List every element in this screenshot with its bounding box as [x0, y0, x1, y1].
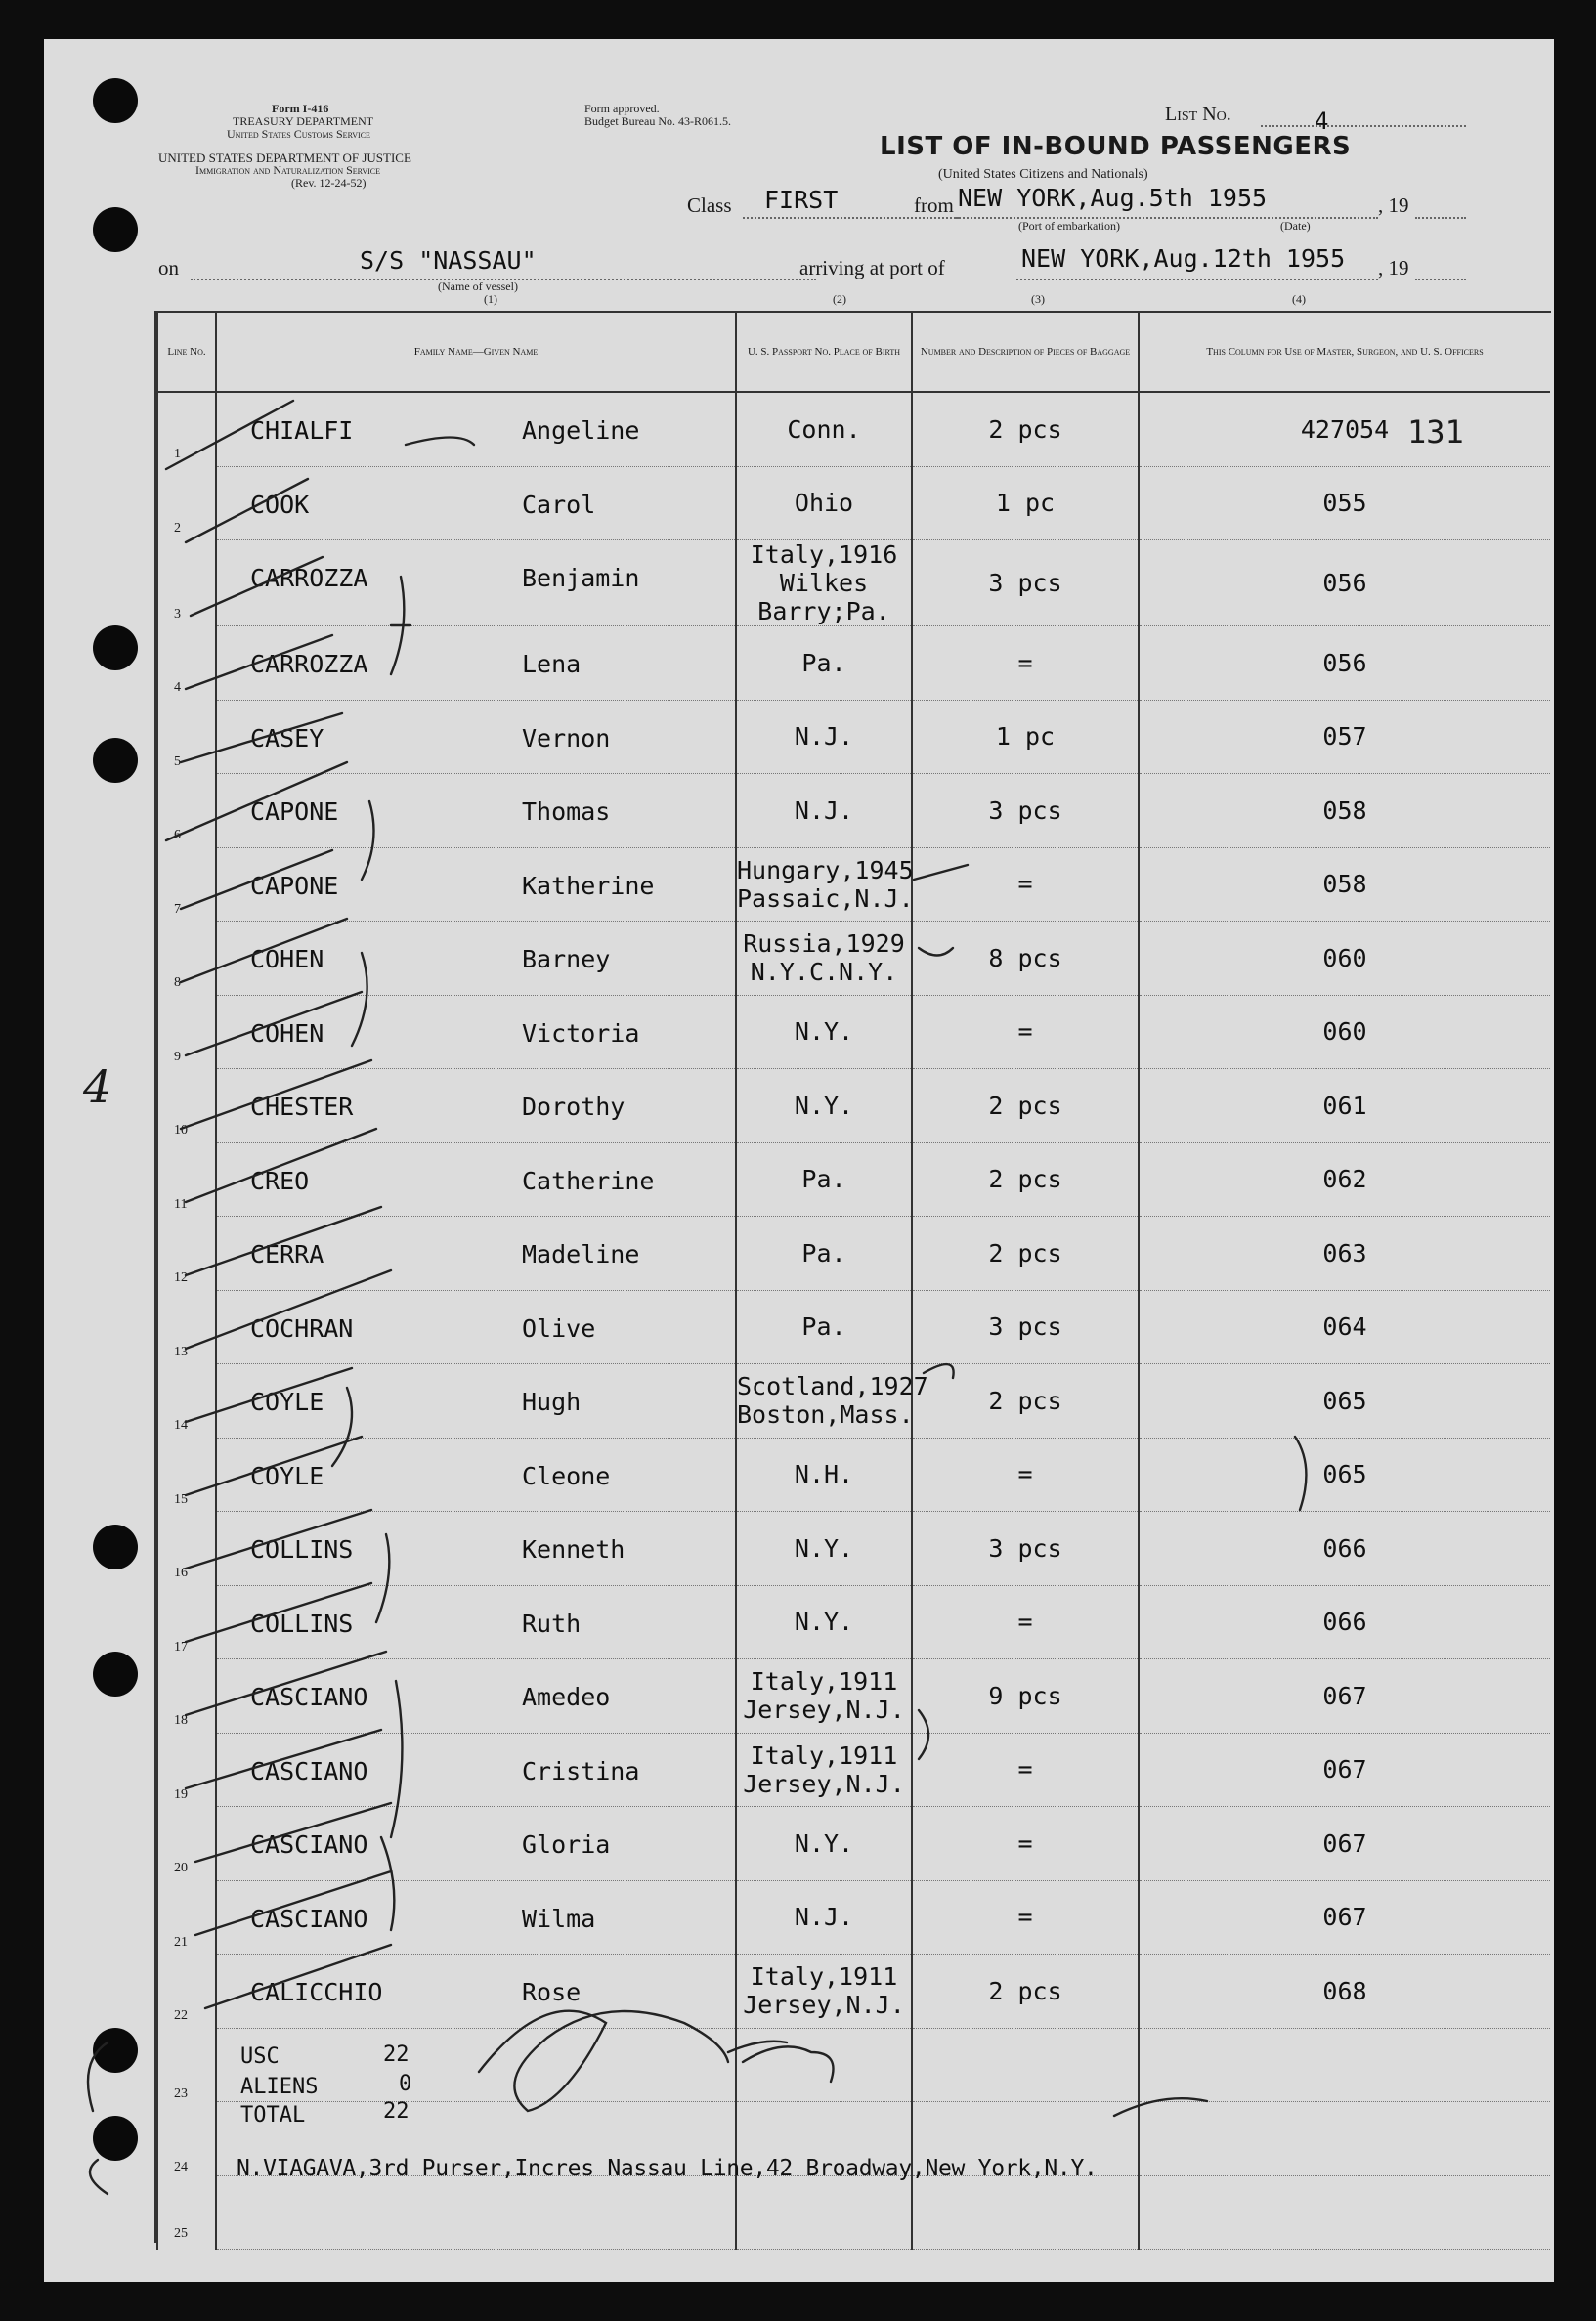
family-name: CHIALFI	[250, 416, 354, 445]
given-name: Gloria	[522, 1830, 611, 1859]
line-number: 21	[157, 1880, 216, 1955]
family-name: COLLINS	[250, 1535, 354, 1564]
family-name: COHEN	[250, 1018, 324, 1048]
binder-hole	[93, 1525, 138, 1569]
on-label: on	[158, 256, 179, 279]
birth-place: Passaic,N.J.	[737, 883, 914, 913]
place-of-birth	[736, 1585, 912, 1659]
col-line-header: Line No.	[157, 313, 216, 392]
baggage-count: 9 pcs	[912, 1659, 1139, 1734]
birth-origin: Scotland,1927	[737, 1372, 928, 1401]
place-of-birth	[736, 1142, 912, 1217]
line-number: 16	[157, 1512, 216, 1586]
given-name: Hugh	[522, 1388, 582, 1416]
date-caption: (Date)	[1280, 219, 1311, 233]
class-label: Class	[687, 193, 732, 217]
given-name: Amedeo	[522, 1683, 611, 1711]
birth-place: Pa.	[801, 1312, 846, 1342]
place-of-birth	[736, 1364, 928, 1439]
baggage-count: =	[912, 995, 1139, 1069]
baggage-count: 2 pcs	[912, 1217, 1139, 1291]
table-row	[157, 1290, 1550, 1364]
binder-hole	[93, 2116, 138, 2161]
passenger-name	[216, 700, 736, 774]
line-number: 9	[157, 995, 216, 1069]
line-number: 17	[157, 1585, 216, 1659]
baggage-count: 3 pcs	[912, 774, 1139, 848]
col-passport-header: U. S. Passport No. Place of Birth	[736, 313, 912, 392]
line-number-25: 25	[174, 2226, 188, 2241]
passenger-name	[216, 1069, 736, 1143]
given-name: Olive	[522, 1313, 596, 1343]
given-name: Kenneth	[522, 1535, 625, 1564]
line-number: 14	[157, 1364, 216, 1439]
col-baggage-header: Number and Description of Pieces of Baggage	[912, 313, 1139, 392]
passenger-name	[216, 1955, 736, 2029]
passenger-name	[216, 626, 736, 701]
year-line-2	[1415, 279, 1466, 280]
line-number: 15	[157, 1438, 216, 1512]
birth-place: N.Y.	[794, 1091, 854, 1120]
treasury-dept: TREASURY DEPARTMENT	[233, 114, 374, 128]
given-name: Cleone	[522, 1461, 611, 1490]
family-name: COYLE	[250, 1461, 324, 1490]
birth-place: Ohio	[794, 489, 854, 518]
officer-number: 065	[1139, 1438, 1550, 1512]
passenger-name	[216, 847, 736, 922]
from-value: NEW YORK,Aug.5th 1955	[958, 184, 1268, 212]
passenger-name	[216, 774, 736, 848]
given-name: Victoria	[522, 1018, 640, 1048]
year-suffix-2: , 19	[1378, 256, 1409, 279]
class-value: FIRST	[764, 186, 839, 214]
given-name: Ruth	[522, 1609, 582, 1638]
baggage-count: 1 pc	[912, 466, 1139, 540]
arriving-label: arriving at port of	[799, 256, 945, 279]
margin-note-131: 131	[1407, 413, 1464, 451]
passenger-name	[216, 1438, 736, 1512]
passenger-name	[216, 1585, 736, 1659]
table-row	[157, 1217, 1550, 1291]
table-row	[157, 1142, 1550, 1217]
place-of-birth	[736, 1290, 912, 1364]
port-embark-caption: (Port of embarkation)	[1018, 219, 1120, 233]
form-approved: Form approved.	[584, 102, 660, 115]
officer-number: 066	[1139, 1512, 1550, 1586]
binder-hole	[93, 2028, 138, 2073]
place-of-birth	[736, 1733, 912, 1807]
given-name: Lena	[522, 650, 582, 678]
place-of-birth	[736, 466, 912, 540]
binder-hole	[93, 738, 138, 783]
line-number: 19	[157, 1733, 216, 1807]
officer-number: 067	[1139, 1659, 1550, 1734]
family-name: CASCIANO	[250, 1683, 368, 1711]
list-no-line	[1261, 125, 1466, 127]
table-row	[157, 1069, 1550, 1143]
officer-number: 067	[1139, 1733, 1550, 1807]
table-row	[157, 626, 1550, 701]
given-name: Catherine	[522, 1166, 655, 1195]
caption-4: (4)	[1292, 292, 1306, 306]
birth-origin: Italy,1911	[750, 1741, 898, 1770]
given-name: Cristina	[522, 1756, 640, 1785]
line-number: 18	[157, 1659, 216, 1734]
family-name: CASEY	[250, 723, 324, 752]
officer-number: 058	[1139, 774, 1550, 848]
place-of-birth	[736, 922, 912, 996]
table-row	[157, 466, 1550, 540]
table-row	[157, 540, 1550, 626]
line-number: 8	[157, 922, 216, 996]
birth-place: N.Y.C.N.Y.	[750, 958, 898, 987]
year-line	[1415, 217, 1466, 219]
col-name-header: Family Name—Given Name	[216, 313, 736, 392]
form-number: Form I-416	[272, 102, 329, 115]
usc-value: 22	[383, 2042, 410, 2067]
passenger-name	[216, 540, 736, 626]
customs-service: United States Customs Service	[227, 127, 370, 141]
binder-hole	[93, 207, 138, 252]
officer-number: 064	[1139, 1290, 1550, 1364]
officer-number: 058	[1139, 847, 1550, 922]
place-of-birth	[736, 1512, 912, 1586]
family-name: CHESTER	[250, 1093, 354, 1121]
officer-number: 060	[1139, 922, 1550, 996]
passenger-name	[216, 995, 736, 1069]
col-officers-header: This Column for Use of Master, Surgeon, and U. S. Officers	[1139, 313, 1550, 392]
table-row	[157, 1438, 1550, 1512]
place-of-birth	[736, 847, 912, 922]
birth-place: N.J.	[794, 1903, 854, 1932]
page-subtitle: (United States Citizens and Nationals)	[938, 167, 1148, 182]
table-row-blank	[157, 2175, 1550, 2250]
from-label: from	[914, 193, 954, 217]
family-name: CASCIANO	[250, 1756, 368, 1785]
baggage-count: 3 pcs	[912, 1290, 1139, 1364]
passenger-name	[216, 1733, 736, 1807]
table-row	[157, 847, 1550, 922]
vessel-caption: (Name of vessel)	[438, 279, 518, 293]
line-number: 13	[157, 1290, 216, 1364]
vessel-value: S/S "NASSAU"	[360, 246, 537, 275]
place-of-birth	[736, 1069, 912, 1143]
birth-place: Conn.	[787, 414, 861, 444]
place-of-birth	[736, 1955, 912, 2029]
table-row-blank	[157, 2028, 1550, 2102]
officer-number: 061	[1139, 1069, 1550, 1143]
place-of-birth	[736, 392, 912, 466]
purser-line: N.VIAGAVA,3rd Purser,Incres Nassau Line,42 Broadway,New York,N.Y.	[237, 2156, 1098, 2181]
officer-number: 068	[1139, 1955, 1550, 2029]
baggage-count: 3 pcs	[912, 1512, 1139, 1586]
total-label: TOTAL	[240, 2103, 306, 2128]
birth-place: N.J.	[794, 795, 854, 825]
given-name: Vernon	[522, 723, 611, 752]
line-number-24: 24	[174, 2160, 188, 2174]
birth-origin: Italy,1916	[750, 540, 898, 569]
baggage-count: 1 pc	[912, 700, 1139, 774]
birth-place: Jersey,N.J.	[743, 1696, 905, 1725]
line-number: 1	[157, 392, 216, 466]
officer-number: 056	[1139, 540, 1550, 626]
officer-number: 062	[1139, 1142, 1550, 1217]
line-number: 2	[157, 466, 216, 540]
passenger-name	[216, 1512, 736, 1586]
family-name: COHEN	[250, 945, 324, 973]
table-row	[157, 1585, 1550, 1659]
birth-place: Boston,Mass.	[737, 1400, 914, 1430]
place-of-birth	[736, 1438, 912, 1512]
given-name: Angeline	[522, 416, 640, 445]
line-number: 11	[157, 1142, 216, 1217]
given-name: Rose	[522, 1978, 582, 2006]
birth-place: Jersey,N.J.	[743, 1991, 905, 2020]
binder-hole	[93, 78, 138, 123]
list-no-value: 4	[1315, 107, 1329, 135]
passenger-name	[216, 1364, 736, 1439]
total-value: 22	[383, 2099, 410, 2124]
baggage-count: =	[912, 847, 1139, 922]
officer-number: 060	[1139, 995, 1550, 1069]
baggage-count: =	[912, 1438, 1139, 1512]
line-number: 20	[157, 1807, 216, 1881]
family-name: CALICCHIO	[250, 1978, 383, 2006]
family-name: CASCIANO	[250, 1830, 368, 1859]
officer-number: 065	[1139, 1364, 1550, 1439]
caption-3: (3)	[1031, 292, 1045, 306]
birth-place: Wilkes Barry;Pa.	[757, 569, 890, 625]
officer-number: 056	[1139, 626, 1550, 701]
table-row	[157, 392, 1550, 466]
passenger-name	[216, 392, 736, 466]
baggage-count: 2 pcs	[912, 1069, 1139, 1143]
passenger-name	[216, 1217, 736, 1291]
budget-bureau: Budget Bureau No. 43-R061.5.	[584, 114, 731, 128]
table-row	[157, 1880, 1550, 1955]
officer-number: 055	[1139, 466, 1550, 540]
family-name: CAPONE	[250, 871, 339, 900]
place-of-birth	[736, 1880, 912, 1955]
officer-number: 427054	[1139, 392, 1550, 466]
birth-place: N.Y.	[794, 1017, 854, 1047]
family-name: CERRA	[250, 1240, 324, 1268]
passenger-name	[216, 466, 736, 540]
passenger-name	[216, 1880, 736, 1955]
place-of-birth	[736, 1659, 912, 1734]
birth-origin: Italy,1911	[750, 1667, 898, 1697]
officer-number: 057	[1139, 700, 1550, 774]
place-of-birth	[736, 700, 912, 774]
given-name: Wilma	[522, 1904, 596, 1933]
birth-place: Pa.	[801, 1238, 846, 1268]
passenger-name	[216, 1290, 736, 1364]
line-number: 10	[157, 1069, 216, 1143]
officer-number: 063	[1139, 1217, 1550, 1291]
arriving-value: NEW YORK,Aug.12th 1955	[1021, 244, 1346, 273]
baggage-count: 2 pcs	[912, 1142, 1139, 1217]
birth-place: N.J.	[794, 722, 854, 752]
family-name: CASCIANO	[250, 1904, 368, 1933]
place-of-birth	[736, 540, 912, 626]
aliens-value: 0	[399, 2072, 412, 2096]
passenger-name	[216, 1142, 736, 1217]
line-number: 5	[157, 700, 216, 774]
baggage-count: =	[912, 1807, 1139, 1881]
birth-place: N.Y.	[794, 1828, 854, 1858]
usc-label: USC	[240, 2044, 280, 2069]
baggage-count: =	[912, 1585, 1139, 1659]
margin-note-4: 4	[83, 1060, 112, 1113]
given-name: Barney	[522, 945, 611, 973]
officer-number: 067	[1139, 1880, 1550, 1955]
place-of-birth	[736, 1217, 912, 1291]
family-name: CAPONE	[250, 797, 339, 826]
ins-service: Immigration and Naturalization Service	[195, 163, 381, 177]
birth-place: N.Y.	[794, 1608, 854, 1637]
passenger-name	[216, 1659, 736, 1734]
family-name: COOK	[250, 490, 310, 519]
line-number: 6	[157, 774, 216, 848]
baggage-count: 8 pcs	[912, 922, 1139, 996]
line-number: 12	[157, 1217, 216, 1291]
baggage-count: 2 pcs	[912, 1364, 1139, 1439]
baggage-count: =	[912, 1733, 1139, 1807]
table-row	[157, 1733, 1550, 1807]
given-name: Carol	[522, 490, 596, 519]
passenger-name	[216, 922, 736, 996]
family-name: COCHRAN	[250, 1313, 354, 1343]
line-number: 4	[157, 626, 216, 701]
table-row	[157, 995, 1550, 1069]
baggage-count: 2 pcs	[912, 1955, 1139, 2029]
line-number: 22	[157, 1955, 216, 2029]
given-name: Thomas	[522, 797, 611, 826]
given-name: Katherine	[522, 871, 655, 900]
place-of-birth	[736, 774, 912, 848]
birth-place: Pa.	[801, 648, 846, 677]
table-row	[157, 922, 1550, 996]
binder-hole	[93, 1652, 138, 1697]
birth-place: Jersey,N.J.	[743, 1769, 905, 1798]
arriving-line	[1016, 279, 1378, 280]
aliens-label: ALIENS	[240, 2075, 319, 2099]
table-row	[157, 1512, 1550, 1586]
baggage-count: =	[912, 626, 1139, 701]
birth-place: N.Y.	[794, 1533, 854, 1563]
birth-place: Pa.	[801, 1165, 846, 1194]
birth-origin: Russia,1929	[743, 929, 905, 959]
family-name: CARROZZA	[250, 564, 368, 592]
birth-place: N.H.	[794, 1460, 854, 1489]
table-row	[157, 1659, 1550, 1734]
family-name: CREO	[250, 1166, 310, 1195]
caption-2: (2)	[833, 292, 846, 306]
caption-1: (1)	[484, 292, 497, 306]
justice-dept: UNITED STATES DEPARTMENT OF JUSTICE	[158, 150, 411, 165]
line-number: 7	[157, 847, 216, 922]
revision-date: (Rev. 12-24-52)	[291, 176, 367, 190]
place-of-birth	[736, 626, 912, 701]
page-title: LIST OF IN-BOUND PASSENGERS	[880, 132, 1352, 161]
passenger-name	[216, 1807, 736, 1881]
birth-origin: Italy,1911	[750, 1962, 898, 1992]
given-name: Madeline	[522, 1240, 640, 1268]
passenger-table	[156, 313, 1550, 2250]
family-name: CARROZZA	[250, 650, 368, 678]
binder-hole	[93, 625, 138, 670]
baggage-count: 2 pcs	[912, 392, 1139, 466]
baggage-count: =	[912, 1880, 1139, 1955]
line-number-23: 23	[174, 2086, 188, 2101]
place-of-birth	[736, 1807, 912, 1881]
place-of-birth	[736, 995, 912, 1069]
given-name: Dorothy	[522, 1093, 625, 1121]
table-row	[157, 700, 1550, 774]
given-name: Benjamin	[522, 564, 640, 592]
birth-origin: Hungary,1945	[737, 855, 914, 884]
officer-number: 066	[1139, 1585, 1550, 1659]
line-number: 3	[157, 540, 216, 626]
table-row	[157, 774, 1550, 848]
family-name: COLLINS	[250, 1609, 354, 1638]
list-no-label: List No.	[1165, 104, 1231, 125]
table-row	[157, 1364, 1550, 1439]
year-suffix: , 19	[1378, 193, 1409, 217]
officer-number: 067	[1139, 1807, 1550, 1881]
table-row	[157, 1807, 1550, 1881]
baggage-count: 3 pcs	[912, 540, 1139, 626]
family-name: COYLE	[250, 1388, 324, 1416]
table-row	[157, 1955, 1550, 2029]
